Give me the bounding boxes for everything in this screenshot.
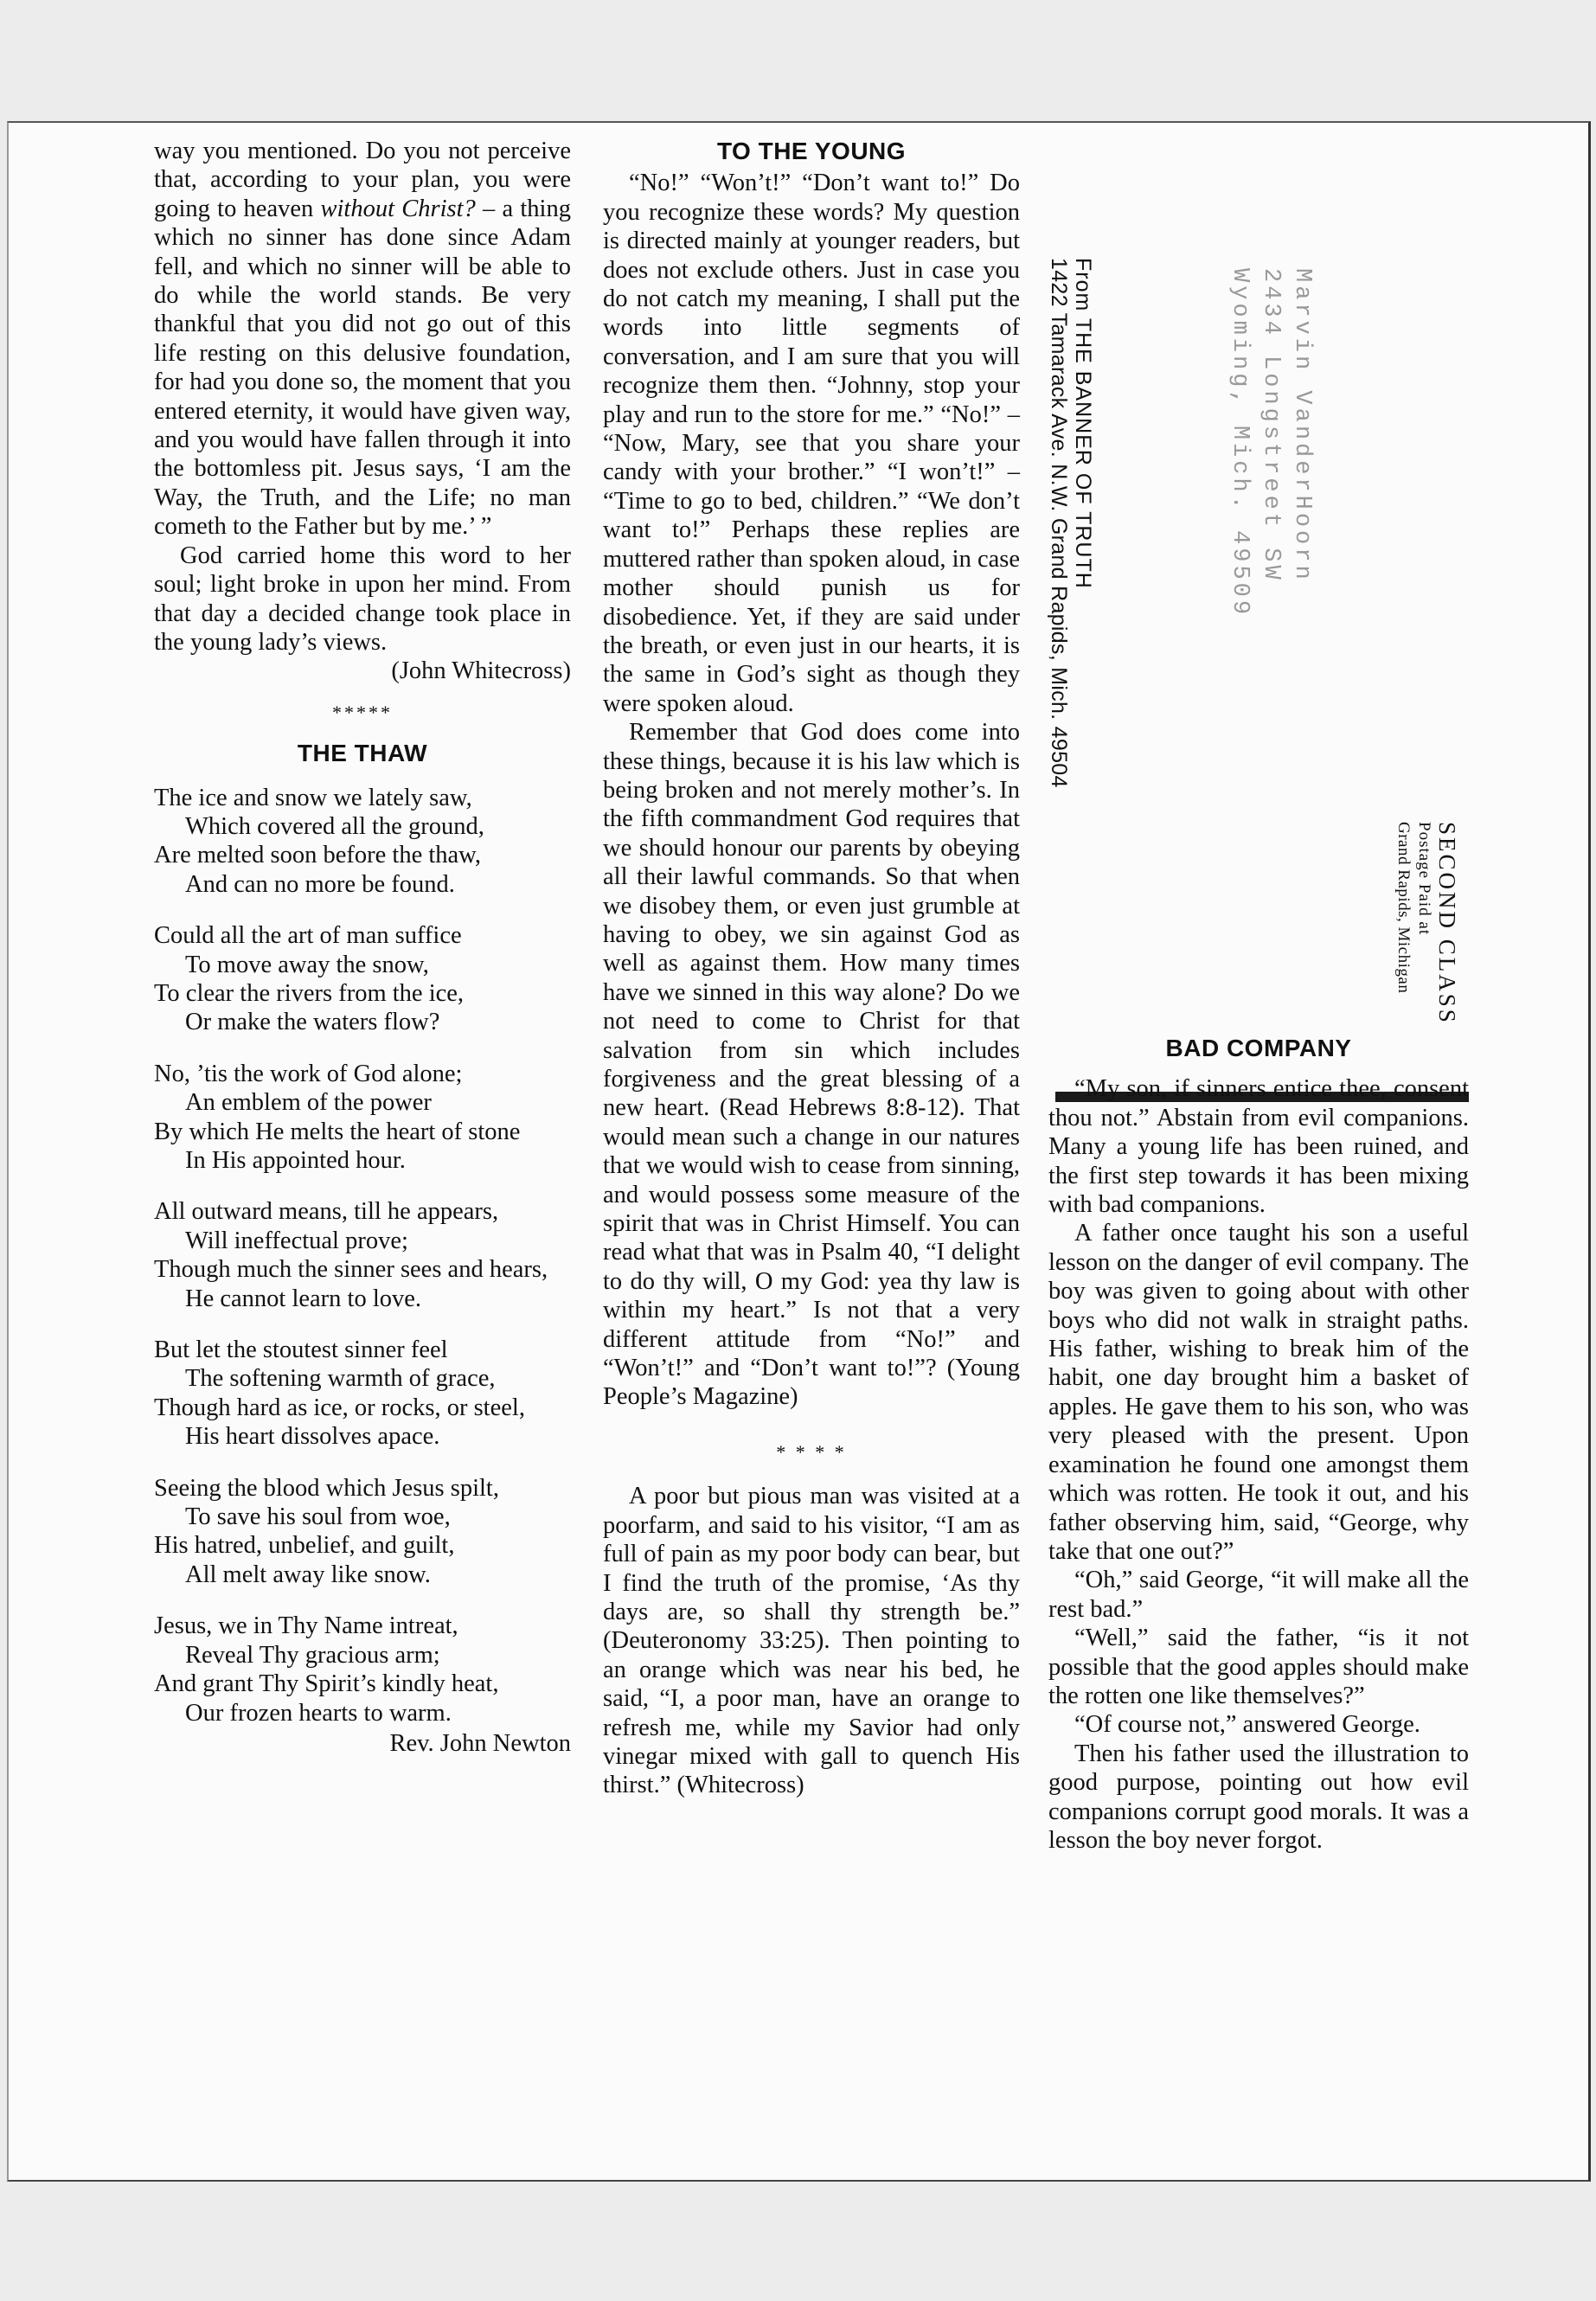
return-address-street: 1422 Tamarack Ave. N.W. Grand Rapids, Mich. 49504 [1047, 258, 1071, 788]
poem-line: An emblem of the power [185, 1089, 432, 1117]
article-paragraph: Remember that God does come into these things, because it is his law which is being broken and not merely mother’s. In the fifth commandment God requires that we should honour our parents by obeying all their lawful commands. So that when we disobey them, or even just grumble at having to obey, we sin against God as well as against them. How many times have we sinned in this way alone? Do we not need to come to Christ for that salvation from sin which includes forgiveness and the great blessing of a new heart. (Read Hebrews 8:8-12). That would mean such a change in our natures that we would wish to cease from sinning, and would possess some measure of the spirit that was in Christ Himself. You can read what that was in Psalm 40, “I delight to do thy will, O my God: yea thy law is within my heart.” Is not that a very different attitude from “No!” and “Won’t!” and “Don’t want to!”? (Young People’s Magazine) [603, 719, 1020, 1411]
poem-line: Which covered all the ground, [185, 812, 484, 840]
mailing-label-line: 2434 Longstreet SW [1258, 268, 1284, 583]
article-paragraph: Then his father used the illustration to good purpose, pointing out how evil companions corrupt good morals. It was a lesson the boy never forgot. [1048, 1740, 1469, 1854]
poem-line: The softening warmth of grace, [185, 1365, 496, 1393]
article-title: BAD COMPANY [1165, 1035, 1352, 1061]
poem-line: Seeing the blood which Jesus spilt, [154, 1474, 499, 1502]
poem-stanza [154, 1060, 571, 1176]
poem-author: Rev. John Newton [389, 1729, 571, 1757]
poem-line: Though much the sinner sees and hears, [154, 1256, 548, 1284]
poem-stanza [154, 1197, 571, 1313]
article-paragraph: “Oh,” said George, “it will make all the rest bad.” [1048, 1567, 1469, 1623]
poem-line: He cannot learn to love. [185, 1285, 422, 1312]
anecdote-paragraph: A poor but pious man was visited at a poorfarm, and said to his visitor, “I am as full of pain as my poor body can bear, but I find the truth of the promise, ‘As thy days are, so shall thy strength be.” (Deuteronomy 33:25). Then pointing to an orange which was near his bed, he said, “I, a poor man, have an orange to refresh me, while my Savior had only vinegar mixed with gall to quench His thirst.” (Whitecross) [603, 1483, 1020, 1799]
poem-line: And grant Thy Spirit’s kindly heat, [154, 1670, 499, 1698]
story-conclusion: God carried home this word to her soul; light broke in upon her mind. From that day a decided change took place in the young lady’s views. [154, 542, 571, 656]
mailing-label-line: Wyoming, Mich. 49509 [1227, 268, 1253, 619]
return-address-name: From THE BANNER OF TRUTH [1071, 258, 1095, 589]
postage-location: Grand Rapids, Michigan [1394, 822, 1413, 994]
separator: * * * * [776, 1440, 847, 1463]
poem-line: No, ’tis the work of God alone; [154, 1060, 463, 1087]
poem-line: All melt away like snow. [185, 1561, 431, 1588]
poem-stanza [154, 1612, 571, 1727]
poem-line: To move away the snow, [185, 951, 429, 978]
poem-line: Are melted soon before the thaw, [154, 842, 482, 869]
attribution: (John Whitecross) [391, 657, 571, 685]
poem-body [154, 784, 571, 1727]
article-paragraph: “Well,” said the father, “is it not possible that the good apples should make the rotten one like themselves?” [1048, 1625, 1469, 1709]
poem-line: And can no more be found. [185, 870, 455, 898]
article-title: TO THE YOUNG [716, 138, 907, 164]
column-left [154, 137, 571, 1758]
story-continuation: way you mentioned. Do you not perceive that, according to your plan, you were going to heaven without Christ? – a thing which no sinner has done since Adam fell, and which no sinner will be able to do while the world stands. Be very thankful that you did not go out of this life resting on this delusive foundation, for had you done so, the moment that you entered eternity, it would have given way, and you would have fallen through it into the bottomless pit. Jesus says, ‘I am the Way, the Truth, and the Life; no man cometh to the Father but by me.’ ” [154, 138, 571, 541]
article-paragraph: A father once taught his son a useful lesson on the danger of evil company. The boy was given to going about with other boys who did not walk in straight paths. His father, wishing to break him of the habit, one day brought him a basket of apples. He gave them to his son, who was very pleased with the present. Upon examination he found one amongst them which was rotten. He took it out, and his father observing him, said, “George, why take that one out?” [1048, 1220, 1469, 1565]
article-paragraph: “No!” “Won’t!” “Don’t want to!” Do you recognize these words? My question is directed mainly at younger readers, but does not exclude others. Just in case you do not catch my meaning, I shall put the words into little segments of conversation, and I am sure that you will recognize them then. “Johnny, stop your play and run to the store for me.” “No!” – “Now, Mary, see that you share your candy with your brother.” “I won’t!” – “Time to go to bed, children.” “We don’t want to!” Perhaps these replies are muttered rather than spoken aloud, in case mother should punish us for disobedience. Yet, if they are said under the breath, or even just in our hearts, it is the same in God’s sight as though they were spoken aloud. [603, 170, 1020, 717]
poem-line: The ice and snow we lately saw, [154, 784, 472, 811]
poem-line: Will ineffectual prove; [185, 1227, 408, 1254]
poem-line: His hatred, unbelief, and guilt, [154, 1532, 455, 1560]
poem-line: By which He melts the heart of stone [154, 1118, 521, 1145]
article-paragraph: “Of course not,” answered George. [1074, 1711, 1420, 1739]
mailing-label-line: Marvin VanderHoorn [1289, 268, 1315, 583]
column-right [1048, 1034, 1469, 1855]
poem-line: In His appointed hour. [185, 1147, 406, 1174]
poem-stanza [154, 1474, 571, 1590]
poem-line: Though hard as ice, or rocks, or steel, [154, 1394, 525, 1421]
poem-line: But let the stoutest sinner feel [154, 1336, 448, 1364]
postage-paid: Postage Paid at [1415, 822, 1433, 936]
column-middle [603, 137, 1020, 1800]
poem-line: Or make the waters flow? [185, 1009, 440, 1036]
postage-class: SECOND CLASS [1434, 822, 1460, 1025]
poem-line: Reveal Thy gracious arm; [185, 1641, 440, 1669]
poem-line: To clear the rivers from the ice, [154, 979, 465, 1007]
poem-line: Our frozen hearts to warm. [185, 1699, 452, 1727]
poem-line: His heart dissolves apace. [185, 1423, 440, 1451]
poem-line: All outward means, till he appears, [154, 1198, 499, 1226]
emphasis-text: without Christ? [320, 195, 476, 222]
poem-stanza [154, 784, 571, 900]
article-paragraph: “My son, if sinners entice thee, consent thou not.” Abstain from evil companions. Many a young life has been ruined, and the first step towards it has been mixing with bad companions. [1048, 1075, 1469, 1219]
separator: ***** [332, 701, 393, 723]
poem-line: To save his soul from woe, [185, 1503, 451, 1531]
poem-line: Could all the art of man suffice [154, 922, 462, 950]
poem-stanza [154, 1336, 571, 1452]
poem-line: Jesus, we in Thy Name intreat, [154, 1612, 458, 1640]
poem-stanza [154, 921, 571, 1037]
poem-title: THE THAW [297, 740, 428, 767]
